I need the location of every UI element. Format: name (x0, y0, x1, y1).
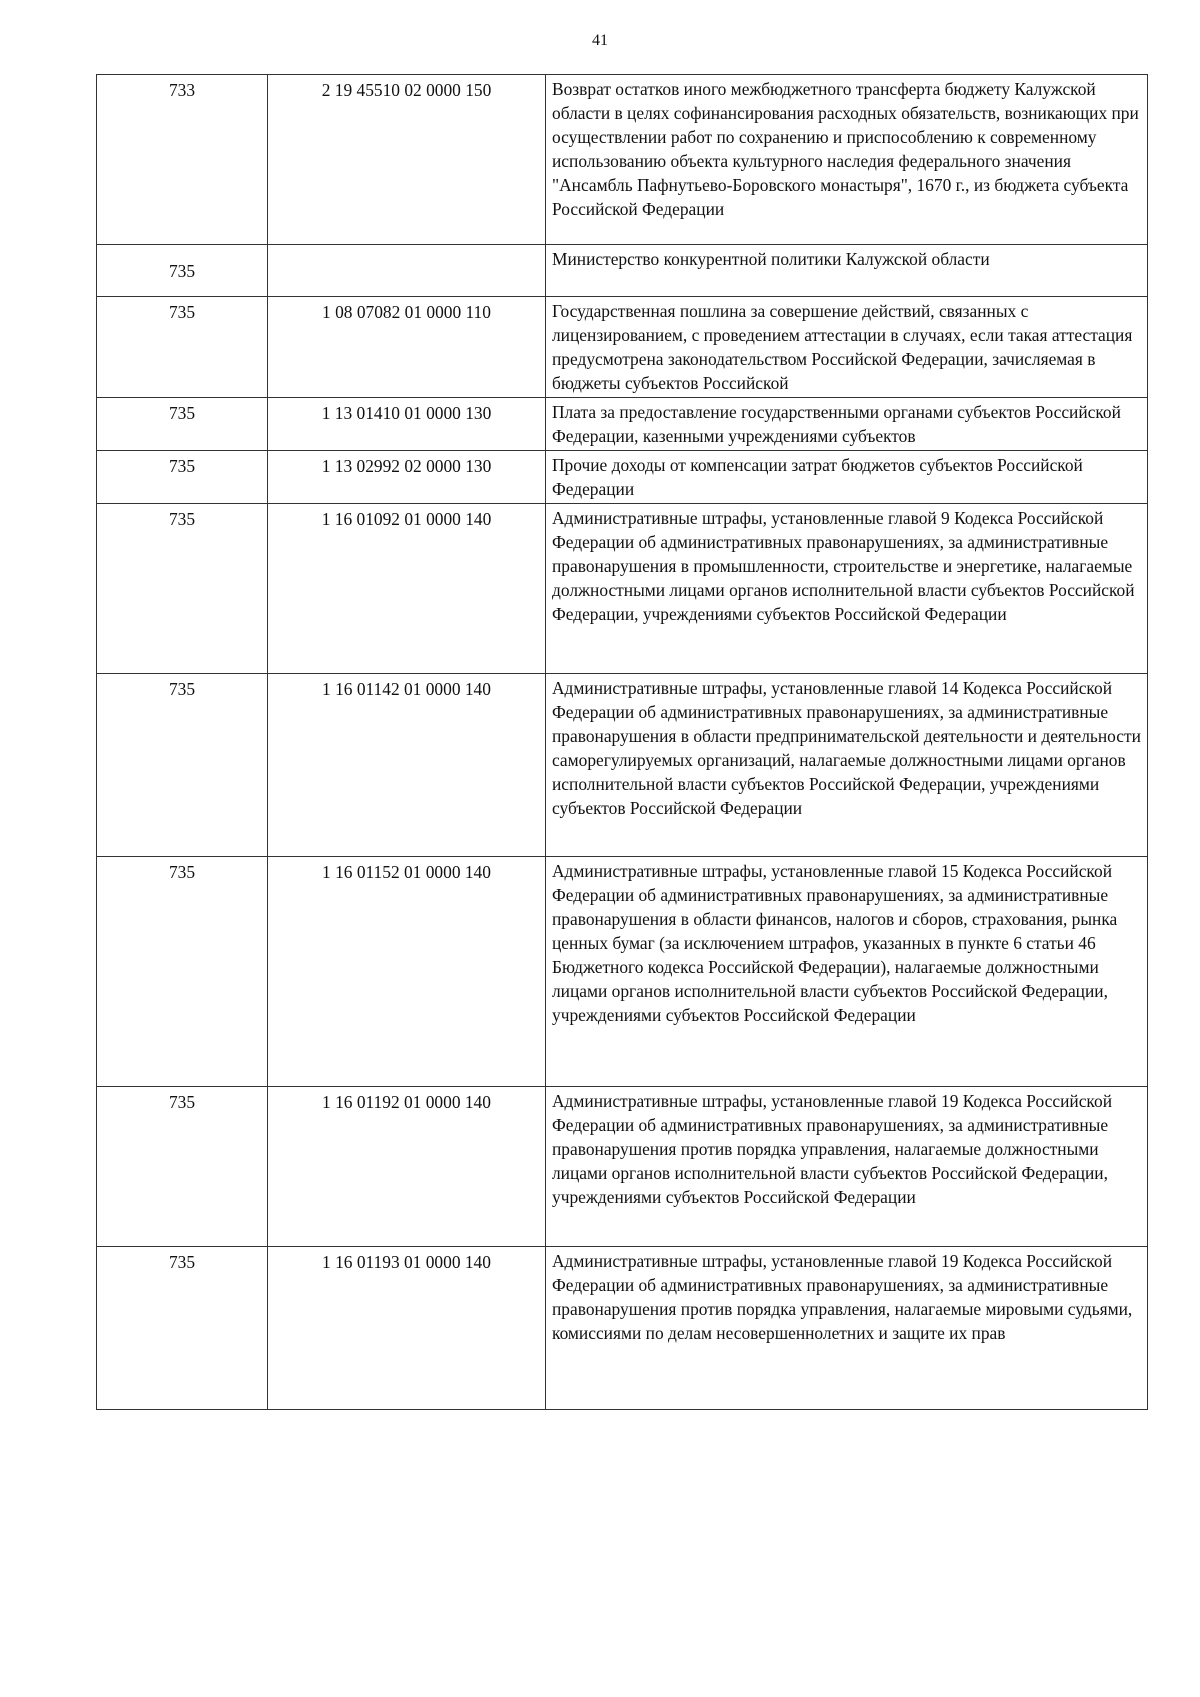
description-cell: Государственная пошлина за совершение действий, связанных с лицензированием, с проведением аттестации в случаях, если такая аттестация предусмотрена законодательством Российской Федерации, зачисляемая в бюджеты субъектов Российской (546, 297, 1148, 398)
description-cell: Возврат остатков иного межбюджетного трансферта бюджету Калужской области в целях софинансирования расходных обязательств, возникающих при осуществлении работ по сохранению и приспособлению к современному использованию объекта культурного наследия федерального значения "Ансамбль Пафнутьево-Боровского монастыря", 1670 г., из бюджета субъекта Российской Федерации (546, 75, 1148, 245)
description-cell: Административные штрафы, установленные главой 19 Кодекса Российской Федерации об административных правонарушениях, за административные правонарушения против порядка управления, налагаемые должностными лицами органов исполнительной власти субъектов Российской Федерации, учреждениями субъектов Российской Федерации (546, 1087, 1148, 1247)
admin-code-cell: 735 (97, 1087, 268, 1247)
budget-code-cell: 1 16 01192 01 0000 140 (268, 1087, 546, 1247)
table-row (97, 504, 1148, 674)
table-row (97, 1087, 1148, 1247)
admin-code-cell: 735 (97, 451, 268, 504)
description-cell: Административные штрафы, установленные главой 15 Кодекса Российской Федерации об административных правонарушениях, за административные правонарушения в области финансов, налогов и сборов, страхования, рынка ценных бумаг (за исключением штрафов, указанных в пункте 6 статьи 46 Бюджетного кодекса Российской Федерации), налагаемые должностными лицами органов исполнительной власти субъектов Российской Федерации, учреждениями субъектов Российской Федерации (546, 857, 1148, 1087)
admin-code-cell: 735 (97, 504, 268, 674)
description-cell: Прочие доходы от компенсации затрат бюджетов субъектов Российской Федерации (546, 451, 1148, 504)
budget-code-cell: 1 13 02992 02 0000 130 (268, 451, 546, 504)
table-row (97, 674, 1148, 857)
description-cell: Министерство конкурентной политики Калужской области (546, 245, 1148, 297)
admin-code-cell: 735 (97, 297, 268, 398)
budget-code-cell: 2 19 45510 02 0000 150 (268, 75, 546, 245)
budget-code-cell (268, 245, 546, 297)
revenue-codes-table (96, 74, 1148, 1410)
table-row (97, 1247, 1148, 1410)
budget-code-cell: 1 16 01142 01 0000 140 (268, 674, 546, 857)
budget-code-cell: 1 08 07082 01 0000 110 (268, 297, 546, 398)
table-row (97, 297, 1148, 398)
budget-code-cell: 1 13 01410 01 0000 130 (268, 398, 546, 451)
admin-code-cell: 735 (97, 398, 268, 451)
description-cell: Административные штрафы, установленные главой 14 Кодекса Российской Федерации об административных правонарушениях, за административные правонарушения в области предпринимательской деятельности и деятельности саморегулируемых организаций, налагаемые должностными лицами органов исполнительной власти субъектов Российской Федерации, учреждениями субъектов Российской Федерации (546, 674, 1148, 857)
page-number: 41 (592, 32, 608, 49)
table-row (97, 398, 1148, 451)
budget-code-cell: 1 16 01092 01 0000 140 (268, 504, 546, 674)
admin-code-cell: 733 (97, 75, 268, 245)
description-cell: Административные штрафы, установленные главой 9 Кодекса Российской Федерации об административных правонарушениях, за административные правонарушения в промышленности, строительстве и энергетике, налагаемые должностными лицами органов исполнительной власти субъектов Российской Федерации, учреждениями субъектов Российской Федерации (546, 504, 1148, 674)
table-row (97, 75, 1148, 245)
admin-code-cell: 735 (97, 245, 268, 297)
budget-code-cell: 1 16 01152 01 0000 140 (268, 857, 546, 1087)
table-row (97, 245, 1148, 297)
description-cell: Административные штрафы, установленные главой 19 Кодекса Российской Федерации об административных правонарушениях, за административные правонарушения против порядка управления, налагаемые мировыми судьями, комиссиями по делам несовершеннолетних и защите их прав (546, 1247, 1148, 1410)
table-row (97, 857, 1148, 1087)
description-cell: Плата за предоставление государственными органами субъектов Российской Федерации, казенными учреждениями субъектов (546, 398, 1148, 451)
admin-code-cell: 735 (97, 674, 268, 857)
admin-code-cell: 735 (97, 857, 268, 1087)
table-row (97, 451, 1148, 504)
admin-code-cell: 735 (97, 1247, 268, 1410)
budget-code-cell: 1 16 01193 01 0000 140 (268, 1247, 546, 1410)
